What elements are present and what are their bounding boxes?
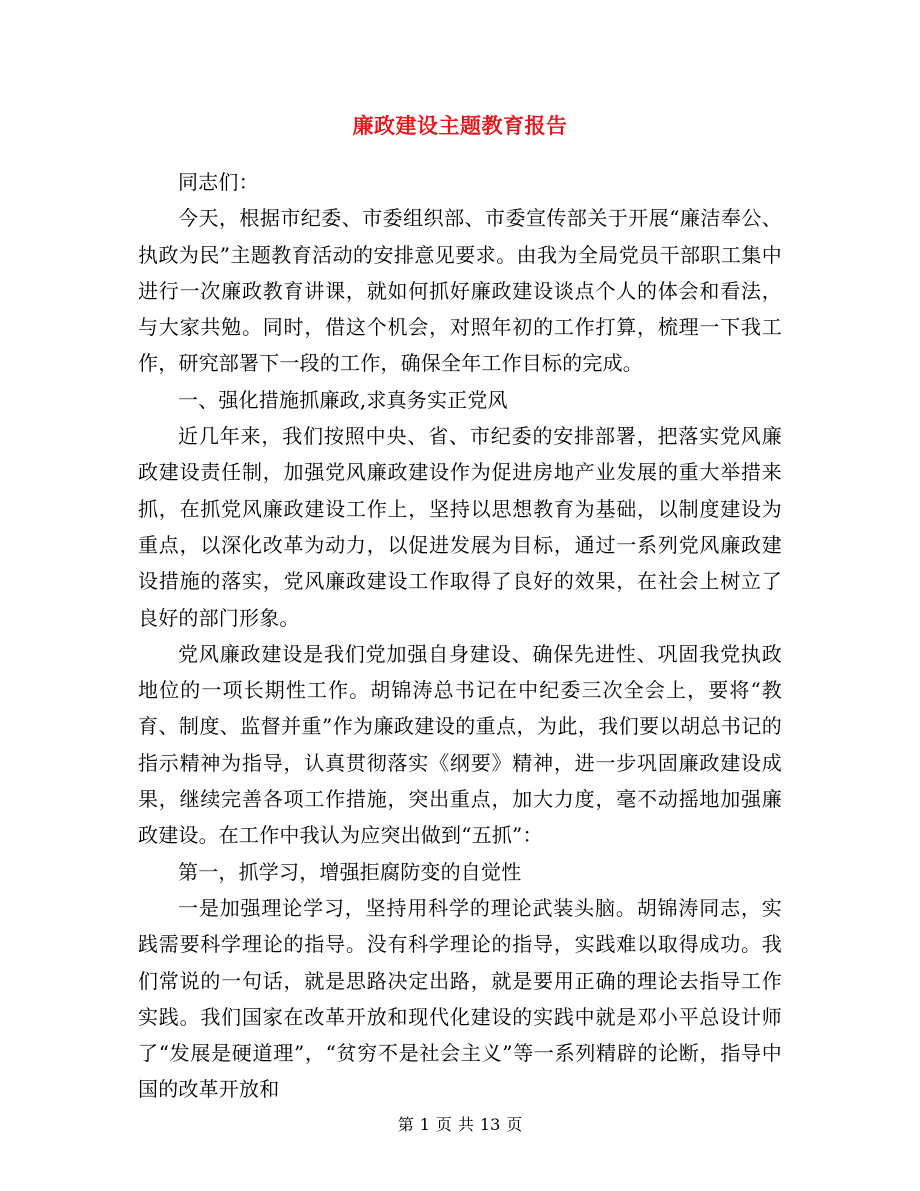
body-paragraph: 党风廉政建设是我们党加强自身建设、确保先进性、巩固我党执政地位的一项长期性工作。胡锦涛总书记在中纪委三次全会上，要将“教育、制度、监督并重”作为廉政建设的重点，为此，我们要以胡总书记的指示精神为指导，认真贯彻落实《纲要》精神，进一步巩固廉政建设成果，继续完善各项工作措施，突出重点，加大力度，毫不动摇地加强廉政建设。在工作中我认为应突出做到“五抓”：	[138, 641, 782, 848]
footer-ye: 页	[435, 1115, 452, 1134]
body-paragraph: 一是加强理论学习，坚持用科学的理论武装头脑。胡锦涛同志，实践需要科学理论的指导。没有科学理论的指导，实践难以取得成功。我们常说的一句话，就是思路决定出路，就是要用正确的理论去指导工作实践。我们国家在改革开放和现代化建设的实践中就是邓小平总设计师了“发展是硬道理”，“贫穷不是社会主义”等一系列精辟的论断，指导中国的改革开放和	[138, 895, 782, 1102]
page-footer	[0, 1112, 920, 1135]
salutation-paragraph: 同志们：	[178, 170, 259, 194]
intro-paragraph: 今天，根据市纪委、市委组织部、市委宣传部关于开展“廉洁奉公、执政为民”主题教育活动的安排意见要求。由我为全局党员干部职工集中进行一次廉政教育讲课，就如何抓好廉政建设谈点个人的体会和看法，与大家共勉。同时，借这个机会，对照年初的工作打算，梳理一下我工作，研究部署下一段的工作，确保全年工作目标的完成。	[138, 206, 782, 376]
footer-gong: 共	[457, 1115, 474, 1134]
footer-page-number: 1	[419, 1115, 430, 1134]
footer-di: 第	[397, 1115, 414, 1134]
section-heading-1: 一、强化措施抓廉政,求真务实正党风	[178, 387, 508, 412]
subsection-heading-1: 第一，抓学习，增强拒腐防变的自觉性	[178, 859, 522, 884]
footer-total-pages: 13	[479, 1115, 501, 1134]
document-body	[138, 164, 782, 1108]
body-paragraph: 近几年来，我们按照中央、省、市纪委的安排部署，把落实党风廉政建设责任制，加强党风廉政建设作为促进房地产业发展的重大举措来抓，在抓党风廉政建设工作上，坚持以思想教育为基础，以制度建设为重点，以深化改革为动力，以促进发展为目标，通过一系列党风廉政建设措施的落实，党风廉政建设工作取得了良好的效果，在社会上树立了良好的部门形象。	[138, 424, 782, 630]
footer-ye-end: 页	[506, 1115, 523, 1134]
document-title: 廉政建设主题教育报告	[352, 113, 568, 138]
